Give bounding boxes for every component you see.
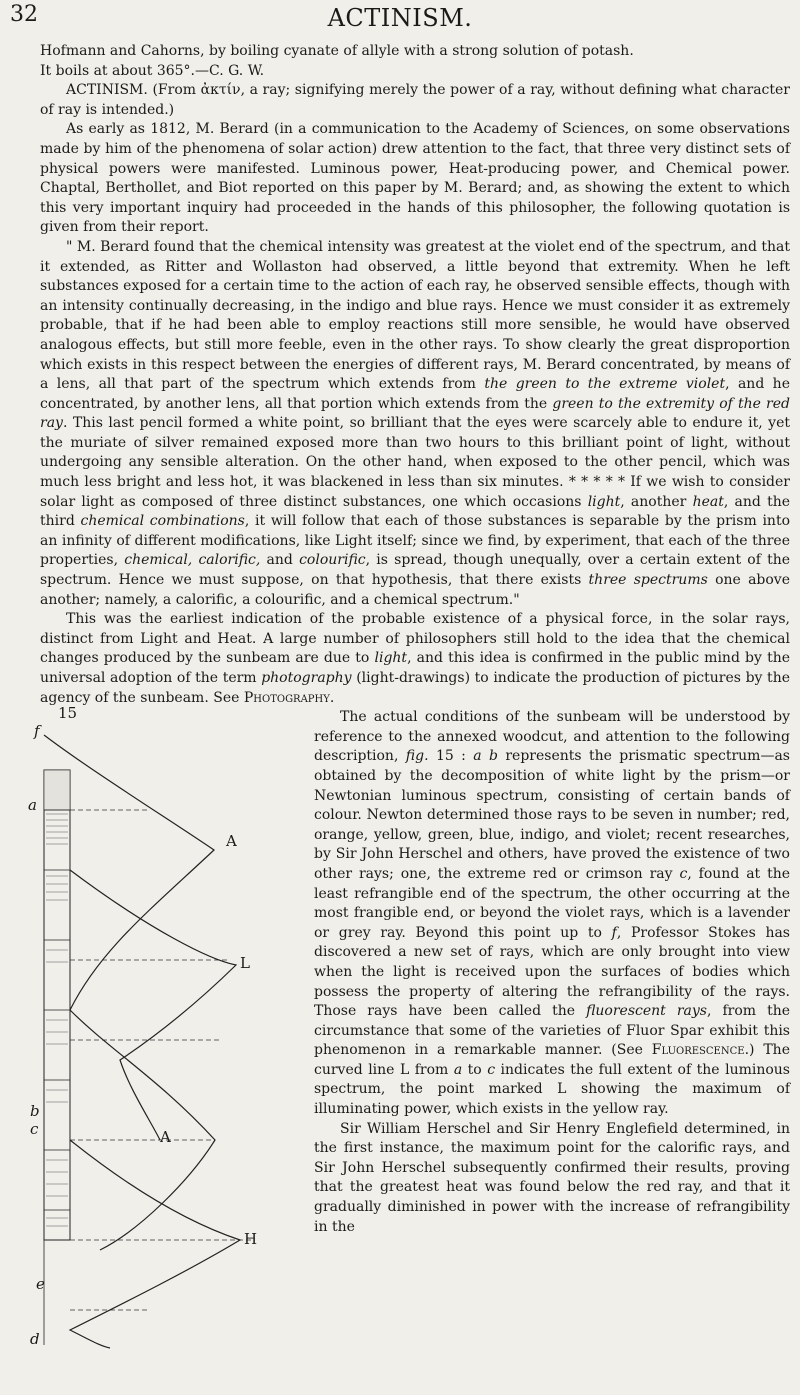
intro-line: Hofmann and Cahorns, by boiling cyanate of allyle with a strong solution of potash. It boils at about 365°.—C. G. W. [40,43,634,79]
label-A: A [226,832,237,851]
figure-15-woodcut [0,704,310,1350]
label-L: L [240,954,250,973]
cross-reference-fluorescence[interactable]: Fluorescence. [651,1042,750,1059]
figure-number: 15 [58,704,78,723]
cross-reference-photography[interactable]: Photography. [243,689,335,706]
paragraph-herschel: Sir William Herschel and Sir Henry Englefield determined, in the first instance, the maximum point for the calorific rays, and Sir John Herschel subsequently confirmed their results, proving that the greatest heat was found below the red ray, and that it gradually diminished in power with the increase of refrangibility in the [314,1120,790,1235]
running-head: ACTINISM. [327,4,473,32]
paragraph-woodcut: The actual conditions of the sunbeam will be understood by reference to the annexed woodcut, and attention to the following description, fig. 15 : a b represents the prismatic spectrum—as obtained by the decomposition of white light by the prism—or Newtonian luminous spectrum, consisting of certain bands of colour. Newton determined those rays to be seven in number; red, orange, yellow, green, blue, indigo, and violet; recent researches, by Sir John Herschel and others, have proved the existence of two other rays; one, the extreme red or crimson ray c, found at the least refrangible end of the spectrum, the other occurring at the most frangible end, or beyond the violet rays, which is a lavender or grey ray. Beyond this point up to f, Professor Stokes has discovered a new set of rays, which are only brought into view when the light is received upon the surfaces of bodies which possess the property of altering the refrangibility of the rays. Those rays have been called the fluorescent rays, from the circumstance that some of the varieties of Fluor Spar exhibit this phenomenon in a remarkable manner. (See Fluorescence.) The curved line L from a to c indicates the full extent of the luminous spectrum, the point marked L showing the maximum of illuminating power, which exists in the yellow ray. [314,709,791,1118]
label-a: a [28,796,37,815]
label-e: e [36,1275,45,1294]
paragraph-quotation: " M. Berard found that the chemical intensity was greatest at the violet end of the spectrum, and that it extended, as Ritter and Wollaston had observed, a little beyond that extremity. When he left substances exposed for a certain time to the action of each ray, he observed sensible effects, though with an intensity continually decreasing, in the indigo and blue rays. Hence we must consider it as extremely probable, that if he had been able to employ reactions still more sensible, he would have observed analogous effects, but still more feeble, even in the other rays. To show clearly the great disproportion which exists in this respect between the energies of different rays, M. Berard concentrated, by means of a lens, all that part of the spectrum which extends from the green to the extreme violet, and he concentrated, by another lens, all that portion which extends from the green to the extremity of the red ray. This last pencil formed a white point, so brilliant that the eyes were scarcely able to endure it, yet the muriate of silver remained exposed more than two hours to this brilliant point of light, without undergoing any sensible alteration. On the other hand, when exposed to the other pencil, which was much less bright and less hot, it was blackened in less than six minutes. * * * * * If we wish to consider solar light as composed of three distinct substances, one which occasions light, another heat, and the third chemical combinations, it will follow that each of those substances is separable by the prism into an infinity of different modifications, like Light itself; since we find, by experiment, that each of the three properties, chemical, calorific, and colourific, is spread, though unequally, over a certain extent of the spectrum. Hence we must suppose, on that hypothesis, that there exists three spectrums one above another; namely, a calorific, a colourific, and a chemical spectrum." [40,238,791,608]
label-f: f [34,722,40,741]
entry-head: ACTINISM. [66,82,148,99]
paragraph-indication: This was the earliest indication of the probable existence of a physical force, in the solar rays, distinct from Light and Heat. A large number of philosophers still hold to the idea that the chemical changes produced by the sunbeam are due to light, and this idea is confirmed in the public mind by the universal adoption of the term photography (light-drawings) to indicate the production of pictures by the agency of the sunbeam. See Photography. [40,611,790,706]
label-H: H [244,1230,258,1249]
label-c: c [30,1120,39,1139]
entry-definition: ACTINISM. (From ἀκτίν, a ray; signifying merely the power of a ray, without defining what character of ray is intended.) [40,82,790,118]
body-text [28,42,791,1350]
paragraph-berard: As early as 1812, M. Berard (in a communication to the Academy of Sciences, on some observations made by him of the phenomena of solar action) drew attention to the fact, that three very distinct sets of physical powers were manifested. Luminous power, Heat-producing power, and Chemical power. Chaptal, Berthollet, and Biot reported on this paper by M. Berard; and, as showing the extent to which this very important inquiry had proceeded in the hands of this philosopher, the following quotation is given from their report. [40,121,790,236]
page-number: 32 [10,2,38,27]
label-b: b [30,1102,40,1121]
spectrum-woodcut [0,710,310,1350]
label-d: d [30,1330,40,1349]
label-A-lower: A [160,1128,171,1147]
